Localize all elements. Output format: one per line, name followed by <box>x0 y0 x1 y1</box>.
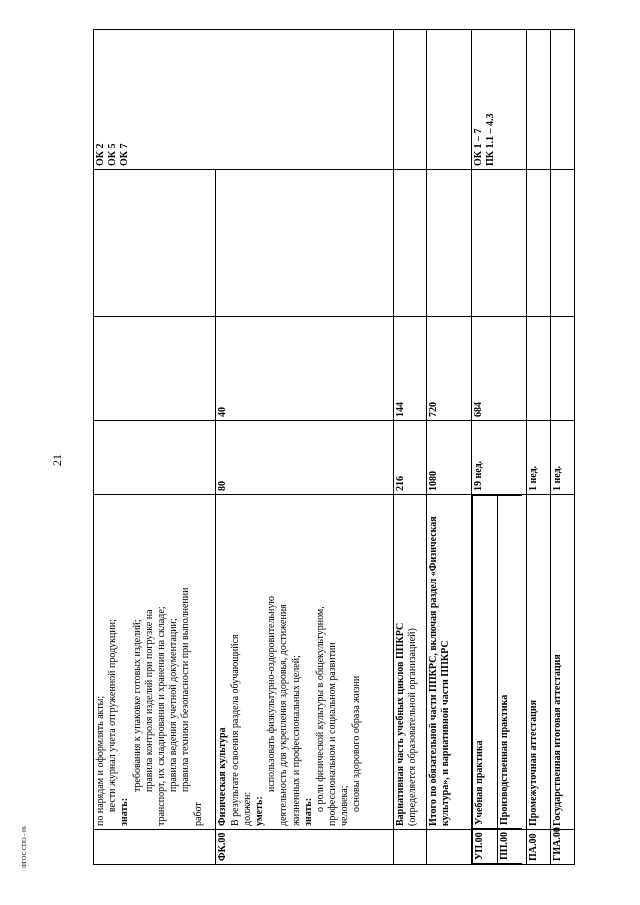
row-index: УП.00 <box>473 828 498 863</box>
competencies-cell <box>527 30 551 170</box>
disciplines-cell <box>426 170 472 317</box>
desc-line: должен: <box>241 791 253 826</box>
desc-line: человека; <box>339 785 351 826</box>
hours-mandatory-cell: 40 <box>216 317 394 421</box>
table-row <box>94 30 216 865</box>
disciplines-cell <box>216 170 394 317</box>
disciplines-cell <box>472 170 527 317</box>
desc-line: требования к упаковке готовых изделий; <box>131 619 143 792</box>
row-index: ГИА.00 <box>551 830 575 865</box>
desc-line: правила ведения учетной документации; <box>168 618 180 792</box>
desc-line: В результате освоения раздела обучающийся <box>229 634 241 826</box>
competencies-cell <box>426 30 472 170</box>
hours-max-cell: 19 нед. <box>472 421 527 495</box>
desc-line: транспорт, их складирования и хранения на складе; <box>155 606 167 826</box>
desc-line: деятельность для укрепления здоровья, достижения <box>278 604 290 826</box>
desc-line: уметь: <box>253 796 265 826</box>
table-row <box>426 30 472 865</box>
disciplines-cell <box>394 170 427 317</box>
desc-line: (определяется образовательной организацией) <box>407 628 419 826</box>
disciplines-cell <box>94 170 216 317</box>
desc-line: жизненных и профессиональных целей; <box>290 655 302 826</box>
hours-max-cell: 1080 <box>426 421 472 495</box>
competency-code: ОК 2 <box>95 143 106 166</box>
competencies-cell <box>551 30 575 170</box>
table-row <box>394 30 427 865</box>
row-description: Государственная итоговая аттестация <box>551 495 575 830</box>
row-description <box>94 495 216 830</box>
competency-code: ОК 7 <box>119 143 131 166</box>
row-description <box>394 495 427 830</box>
row-index-group <box>472 830 527 865</box>
hours-max-cell: 80 <box>216 421 394 495</box>
disciplines-cell <box>551 170 575 317</box>
row-description <box>216 495 394 830</box>
desc-line: правила контроля изделий при погрузке на <box>143 609 155 792</box>
hours-mandatory-cell: 144 <box>394 317 427 421</box>
row-description-group <box>472 495 527 830</box>
competencies-cell <box>94 30 394 170</box>
hours-max-cell: 216 <box>394 421 427 495</box>
row-description: Производственная практика <box>498 496 523 829</box>
desc-line: профессиональном и социальном развитии <box>327 642 339 826</box>
rotated-page-content <box>93 30 575 865</box>
hours-max-cell: 1 нед. <box>527 421 551 495</box>
desc-line: вести журнал учета отгруженной продукции; <box>107 619 119 812</box>
footer-code: ФГОС СПО - 06 <box>22 826 28 868</box>
nested-index-table <box>472 828 522 864</box>
hours-mandatory-cell: 684 <box>472 317 527 421</box>
competencies-cell <box>472 30 527 170</box>
row-index <box>426 830 472 865</box>
desc-line: по нарядам и оформлять акты; <box>95 695 106 826</box>
desc-line: о роли физической культуры в общекультурном, <box>314 606 326 812</box>
table-row <box>551 30 575 865</box>
section-title: Вариативная часть учебных циклов ППКРС <box>395 622 407 826</box>
competency-code: ОК 1 – 7 <box>473 128 485 166</box>
row-index: ФК.00 <box>216 830 394 865</box>
table-row <box>472 30 527 865</box>
row-description: Итого по обязательной части ППКРС, включая раздел «Физическая культура», и вариативной части ППКРС <box>426 495 472 830</box>
disciplines-cell <box>527 170 551 317</box>
competency-code: ПК 1.1 – 4.3 <box>485 113 497 166</box>
page-number: 21 <box>50 454 64 466</box>
row-description: Учебная практика <box>473 496 498 829</box>
desc-line: правила техники безопасности при выполнении <box>180 587 192 792</box>
hours-mandatory-cell <box>94 317 216 421</box>
curriculum-table <box>93 29 575 865</box>
hours-mandatory-cell <box>527 317 551 421</box>
competencies-cell <box>394 30 427 170</box>
row-index <box>394 830 427 865</box>
table-row <box>527 30 551 865</box>
desc-line: использовать физкультурно-оздоровительную <box>266 596 278 792</box>
hours-mandatory-cell: 720 <box>426 317 472 421</box>
desc-line: знать: <box>302 797 314 826</box>
section-title: Физическая культура <box>217 727 229 826</box>
row-description: Промежуточная аттестация <box>527 495 551 830</box>
hours-max-cell <box>94 421 216 495</box>
desc-line: знать: <box>119 797 131 826</box>
hours-mandatory-cell <box>551 317 575 421</box>
desc-line: основы здорового образа жизни <box>351 675 363 812</box>
hours-max-cell: 1 нед. <box>551 421 575 495</box>
row-index: ПП.00 <box>498 828 523 863</box>
row-index: ПА.00 <box>527 830 551 865</box>
competency-code: ОК 5 <box>107 143 119 166</box>
nested-title-table <box>472 495 522 829</box>
desc-line: работ <box>192 802 204 826</box>
row-index <box>94 830 216 865</box>
